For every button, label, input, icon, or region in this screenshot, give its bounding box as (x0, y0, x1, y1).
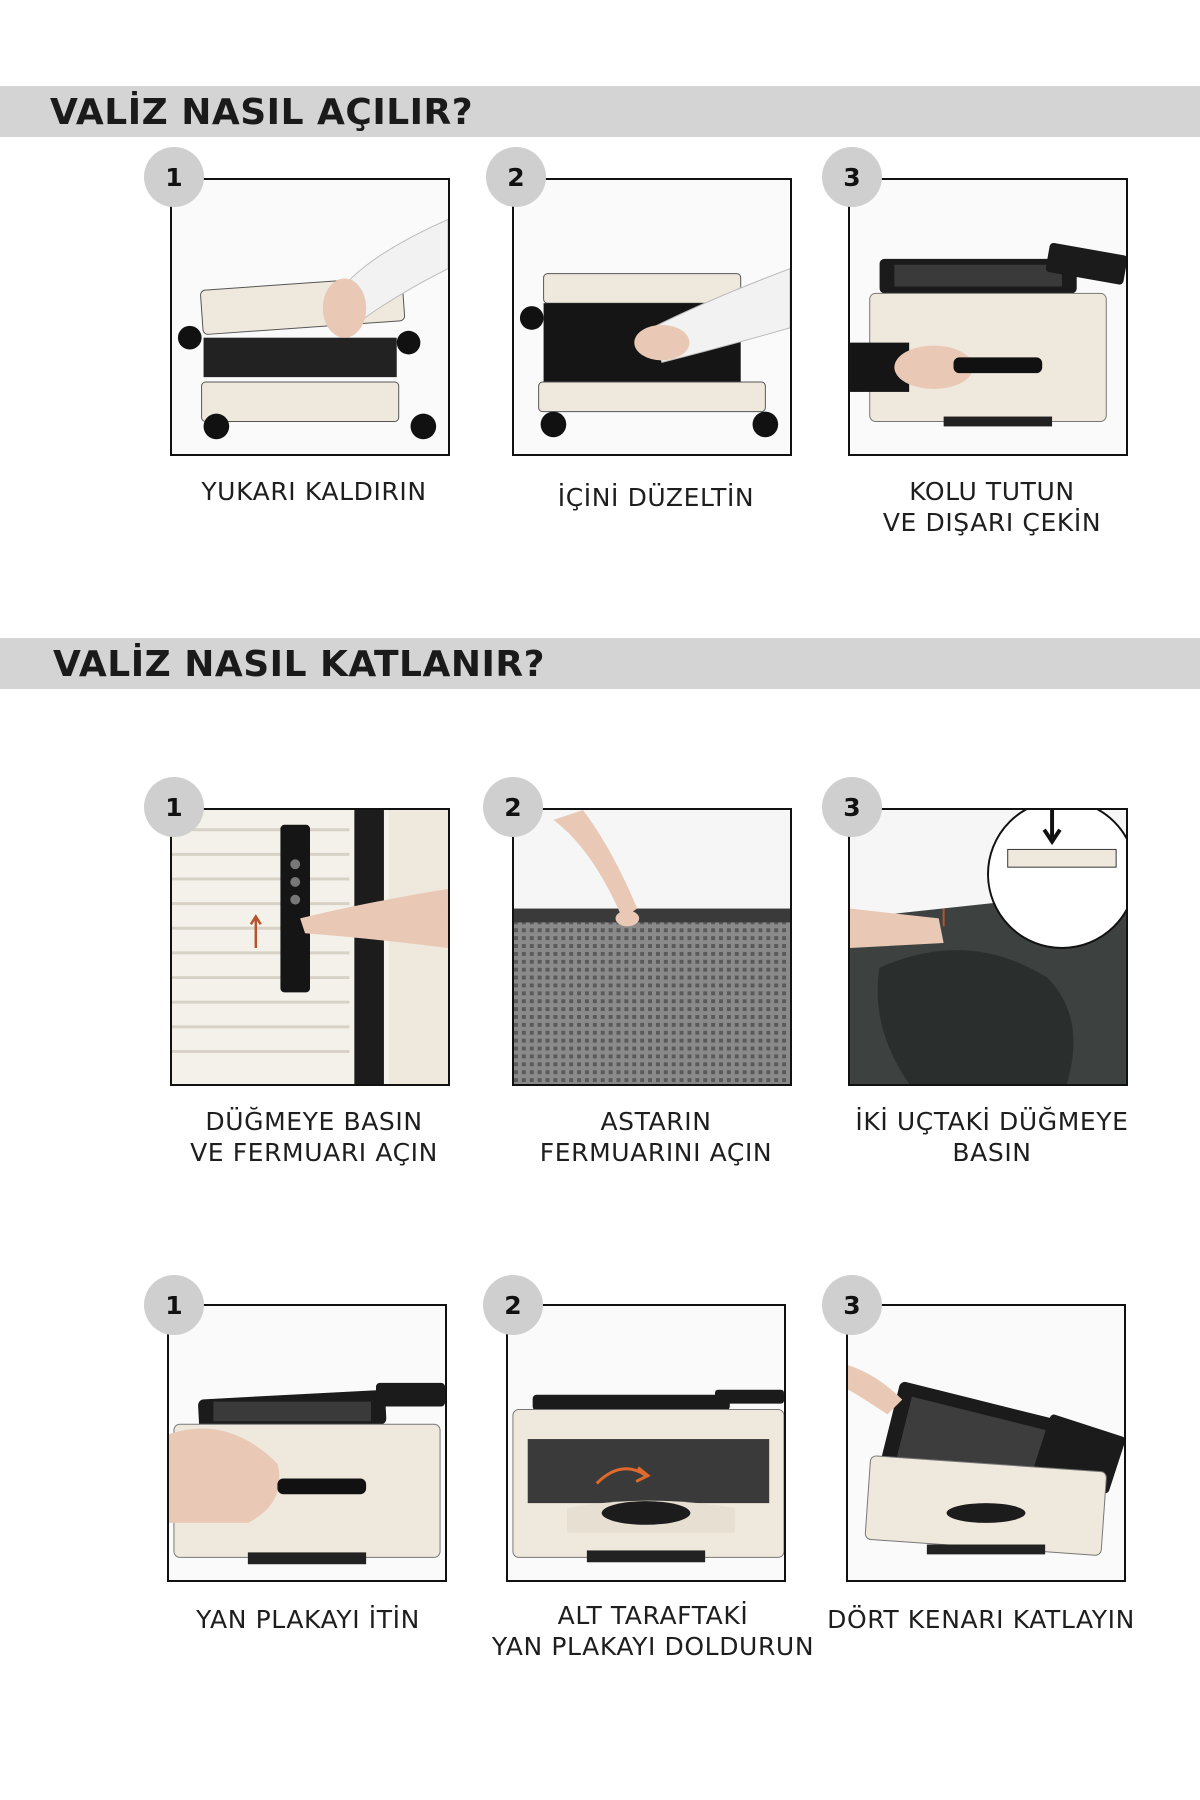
push-side-plate-illustration (169, 1306, 445, 1580)
step-number-badge: 2 (483, 777, 543, 837)
fold-step-row2-3 (822, 1275, 1162, 1695)
suitcase-straighten-illustration (514, 180, 790, 454)
step-illustration (848, 178, 1128, 456)
step-caption: YAN PLAKAYI İTİN (196, 1605, 420, 1634)
open-step-3 (822, 147, 1162, 567)
step-caption: DÜĞMEYE BASIN VE FERMUARI AÇIN (190, 1107, 438, 1167)
step-number-badge: 1 (144, 1275, 204, 1335)
step-illustration (846, 1304, 1126, 1582)
suitcase-button-illustration (172, 810, 448, 1084)
step-illustration (170, 808, 450, 1086)
step-number-badge: 3 (822, 777, 882, 837)
fill-bottom-plate-illustration (508, 1306, 784, 1580)
section-banner-open (0, 86, 1200, 137)
step-number-badge: 2 (486, 147, 546, 207)
step-caption: İKİ UÇTAKİ DÜĞMEYE BASIN (855, 1107, 1129, 1167)
fold-step-row2-2 (483, 1275, 823, 1695)
step-illustration (848, 808, 1128, 1086)
section-title: VALİZ NASIL KATLANIR? (53, 644, 545, 685)
step-number-badge: 2 (483, 1275, 543, 1335)
fold-step-row2-1 (144, 1275, 484, 1695)
fold-step-3 (822, 777, 1162, 1197)
step-caption: ALT TARAFTAKİ YAN PLAKAYI DOLDURUN (491, 1601, 815, 1661)
suitcase-handle-illustration (850, 180, 1126, 454)
step-number-badge: 1 (144, 147, 204, 207)
step-number-badge: 1 (144, 777, 204, 837)
step-number-badge: 3 (822, 147, 882, 207)
step-illustration (167, 1304, 447, 1582)
step-illustration (512, 178, 792, 456)
section-banner-fold (0, 638, 1200, 689)
open-step-2 (486, 147, 826, 567)
step-caption: ASTARIN FERMUARINI AÇIN (539, 1107, 773, 1167)
step-illustration (512, 808, 792, 1086)
fold-step-2 (483, 777, 823, 1197)
step-caption: DÖRT KENARI KATLAYIN (827, 1605, 1135, 1634)
fold-four-edges-illustration (848, 1306, 1124, 1580)
step-caption: KOLU TUTUN VE DIŞARI ÇEKİN (882, 477, 1102, 537)
step-number-badge: 3 (822, 1275, 882, 1335)
fold-step-1 (144, 777, 484, 1197)
step-illustration (506, 1304, 786, 1582)
step-illustration (170, 178, 450, 456)
lining-zipper-illustration (514, 810, 790, 1084)
open-step-1 (144, 147, 484, 567)
suitcase-lift-illustration (172, 180, 448, 454)
step-caption: İÇİNİ DÜZELTİN (557, 483, 755, 512)
step-caption: YUKARI KALDIRIN (201, 477, 427, 506)
section-title: VALİZ NASIL AÇILIR? (50, 92, 474, 133)
corner-buttons-illustration (850, 810, 1126, 1084)
